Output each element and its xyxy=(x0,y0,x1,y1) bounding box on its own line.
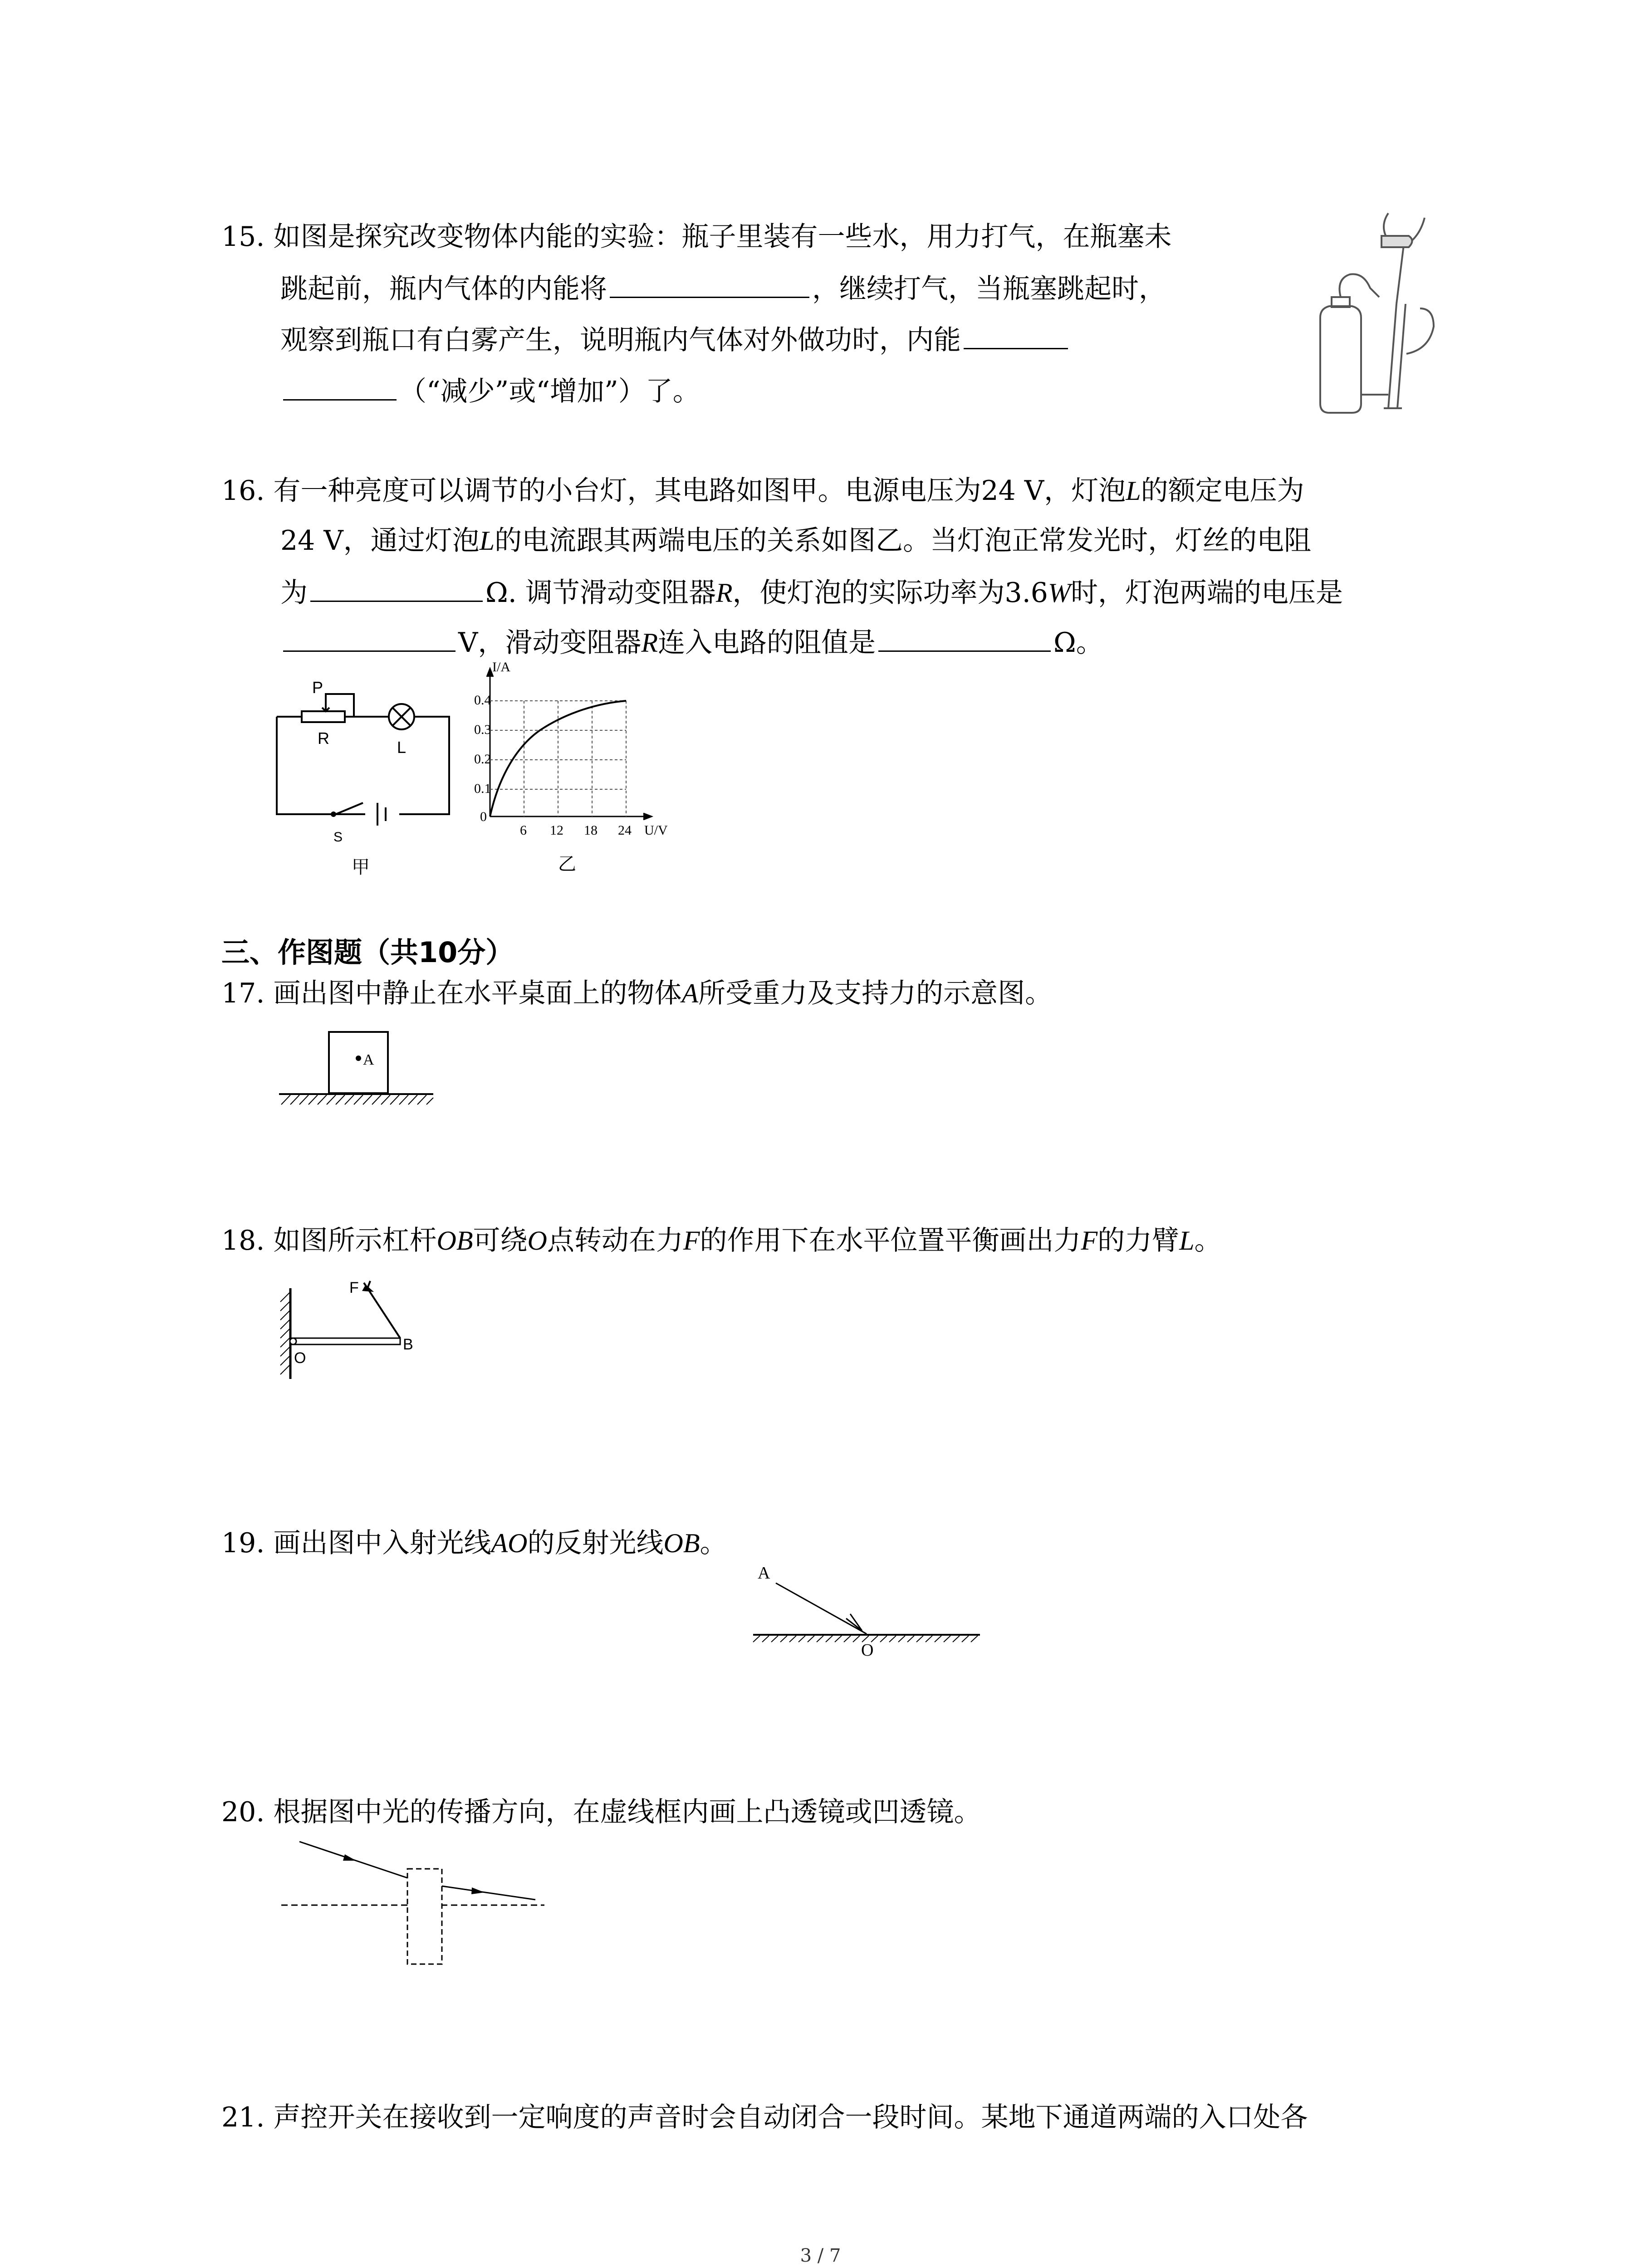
xtick-24: 24 xyxy=(618,823,632,838)
ylabel: I/A xyxy=(492,662,510,675)
label-O: O xyxy=(861,1641,874,1660)
label-S: S xyxy=(333,830,343,845)
ytick-0.2: 0.2 xyxy=(474,752,491,767)
q21-text: 21. 声控开关在接收到一定响度的声音时会自动闭合一段时间。某地下通道两端的入口处各 xyxy=(221,2102,1308,2133)
xtick-12: 12 xyxy=(550,823,563,838)
label-A: A xyxy=(758,1564,770,1583)
caption-jia: 甲 xyxy=(352,857,370,878)
page-number: 3 / 7 xyxy=(800,2245,841,2266)
q15-line1: 15. 如图是探究改变物体内能的实验：瓶子里装有一些水，用力打气，在瓶塞未 xyxy=(221,221,1172,253)
q16-blank-voltage[interactable] xyxy=(283,622,456,652)
lens-box-figure xyxy=(281,1833,554,1973)
q15-blank-2b[interactable] xyxy=(283,371,397,401)
q15-blank-1[interactable] xyxy=(610,269,809,298)
q18-text: 18. 如图所示杠杆OB可绕O点转动在力F的作用下在水平位置平衡画出力F的力臂L。 xyxy=(221,1225,1222,1256)
rheostat xyxy=(302,711,345,722)
iv-graph-yi xyxy=(472,662,690,880)
label-P: P xyxy=(312,680,323,697)
origin: 0 xyxy=(480,809,487,824)
ytick-0.3: 0.3 xyxy=(474,722,491,737)
q15-line4: （“减少”或“增加”）了。 xyxy=(280,371,700,410)
ytick-0.4: 0.4 xyxy=(474,693,491,708)
circuit-diagram-jia xyxy=(272,680,463,880)
q16-line2: 24 V，通过灯泡L的电流跟其两端电压的关系如图乙。当灯泡正常发光时，灯丝的电阻 xyxy=(280,525,1312,557)
caption-yi: 乙 xyxy=(558,854,576,875)
q17-text: 17. 画出图中静止在水平桌面上的物体A所受重力及支持力的示意图。 xyxy=(221,978,1053,1009)
label-B: B xyxy=(403,1336,413,1353)
block-on-table-figure xyxy=(279,1027,438,1107)
xtick-6: 6 xyxy=(520,823,527,838)
pump-bottle-figure xyxy=(1302,209,1447,422)
q15-line3: 观察到瓶口有白雾产生，说明瓶内气体对外做功时，内能 xyxy=(280,320,1071,358)
q19-text: 19. 画出图中入射光线AO的反射光线OB。 xyxy=(221,1527,727,1559)
label-R: R xyxy=(318,729,329,748)
label-L: L xyxy=(397,738,407,757)
q20-text: 20. 根据图中光的传播方向，在虚线框内画上凸透镜或凹透镜。 xyxy=(221,1796,981,1828)
label-F: F xyxy=(349,1279,359,1296)
q15-blank-2a[interactable] xyxy=(964,320,1068,349)
section-3-title: 三、作图题（共10分） xyxy=(221,936,514,969)
q16-line1: 16. 有一种亮度可以调节的小台灯，其电路如图甲。电源电压为24 V，灯泡L的额定电压为 xyxy=(221,475,1304,507)
label-O: O xyxy=(294,1349,306,1367)
ytick-0.1: 0.1 xyxy=(474,781,491,796)
label-A: A xyxy=(363,1051,374,1068)
q16-line3: 为 Ω. 调节滑动变阻器R，使灯泡的实际功率为3.6W时，灯泡两端的电压是 xyxy=(280,572,1343,611)
lever-figure xyxy=(277,1275,426,1388)
reflection-figure xyxy=(749,1560,985,1660)
q15-line2: 跳起前，瓶内气体的内能将 ，继续打气，当瓶塞跳起时， xyxy=(280,269,1166,307)
xlabel: U/V xyxy=(644,823,668,838)
xtick-18: 18 xyxy=(584,823,598,838)
q16-blank-rheostat[interactable] xyxy=(878,622,1051,652)
q16-line4: V，滑动变阻器R连入电路的阻值是 Ω。 xyxy=(280,622,1103,661)
q16-blank-resistance[interactable] xyxy=(310,572,483,602)
